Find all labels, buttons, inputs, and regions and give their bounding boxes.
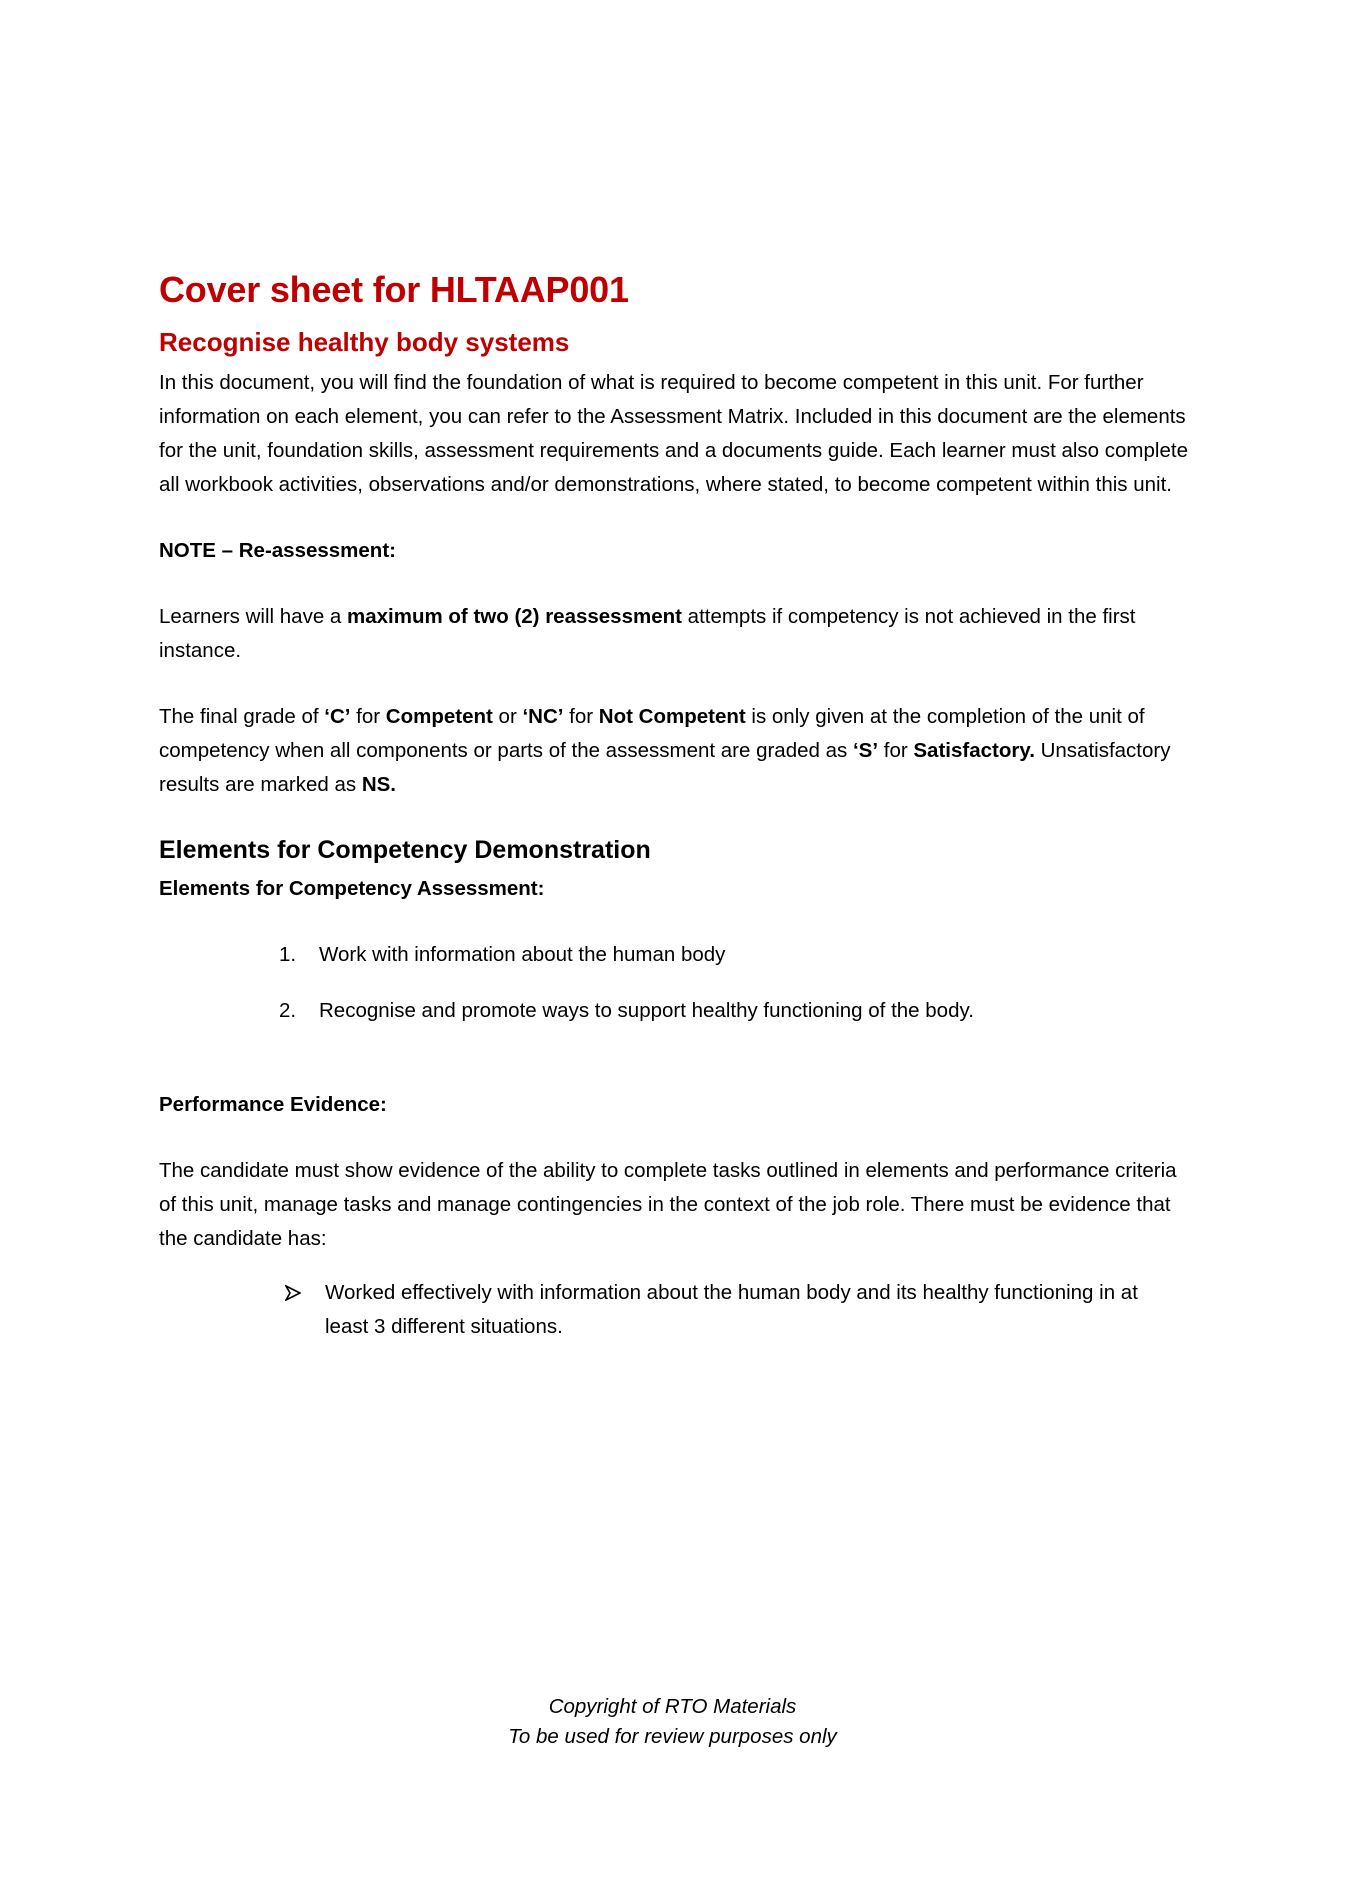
reassessment-paragraph: [159, 600, 1199, 668]
list-item-text: Worked effectively with information about the human body and its healthy functioning in at least 3 different situations.: [325, 1281, 1138, 1338]
intro-paragraph: In this document, you will find the foundation of what is required to become competent in this unit. For further information on each element, you can refer to the Assessment Matrix. Included in this document are the elements for the unit, foundation skills, assessment requirements and a documents guide. Each learner must also complete all workbook activities, observations and/or demonstrations, where stated, to become competent within this unit.: [159, 371, 1188, 496]
cover-sheet-content: [159, 266, 1199, 1344]
grade-text-4: for: [563, 705, 599, 728]
grade-c: ‘C’: [324, 705, 351, 728]
performance-paragraph: The candidate must show evidence of the ability to complete tasks outlined in elements and performance criteria of this unit, manage tasks and manage contingencies in the context of the job role. There must be evidence that the candidate has:: [159, 1159, 1177, 1250]
grade-ns: NS.: [361, 773, 396, 796]
list-item: [159, 1276, 1199, 1344]
list-item: [159, 938, 1199, 972]
grade-text-7: Unsatisfactory results are marked as: [159, 739, 1171, 796]
grade-nc: ‘NC’: [522, 705, 564, 728]
list-item-text: Recognise and promote ways to support healthy functioning of the body.: [319, 999, 974, 1022]
grade-text-6: for: [878, 739, 914, 762]
grade-text-3: or: [492, 705, 523, 728]
arrow-bullet-icon: [285, 1276, 301, 1312]
page-title: Cover sheet for HLTAAP001: [159, 269, 629, 310]
grade-s: ‘S’: [852, 739, 879, 762]
grade-text-2: for: [350, 705, 386, 728]
elements-subheading: Elements for Competency Assessment:: [159, 877, 545, 900]
elements-heading: Elements for Competency Demonstration: [159, 836, 651, 864]
grade-satisfactory: Satisfactory.: [913, 739, 1035, 762]
grade-text-5: is only given at the completion of the unit of competency when all components or parts of the assessment are graded as: [159, 705, 1145, 762]
page-subtitle: Recognise healthy body systems: [159, 327, 570, 357]
footer-review-note: To be used for review purposes only: [508, 1725, 837, 1748]
elements-list: [159, 938, 1199, 1028]
list-item-text: Work with information about the human body: [319, 943, 726, 966]
grade-competent: Competent: [385, 705, 493, 728]
grade-not-competent: Not Competent: [598, 705, 746, 728]
performance-heading: Performance Evidence:: [159, 1093, 387, 1116]
grading-paragraph: [159, 700, 1199, 802]
list-item-number: 2.: [279, 999, 297, 1022]
note-heading: NOTE – Re-assessment:: [159, 539, 396, 562]
performance-bullet-list: [159, 1276, 1199, 1344]
page-footer: [0, 1692, 1345, 1752]
footer-copyright: Copyright of RTO Materials: [548, 1695, 797, 1718]
list-item-number: 1.: [279, 943, 297, 966]
list-item: [159, 994, 1199, 1028]
reassess-text-pre: Learners will have a: [159, 605, 348, 628]
reassess-text-post: attempts if competency is not achieved in the first instance.: [159, 605, 1136, 662]
grade-text-1: The final grade of: [159, 705, 325, 728]
reassess-text-bold: maximum of two (2) reassessment: [347, 605, 682, 628]
